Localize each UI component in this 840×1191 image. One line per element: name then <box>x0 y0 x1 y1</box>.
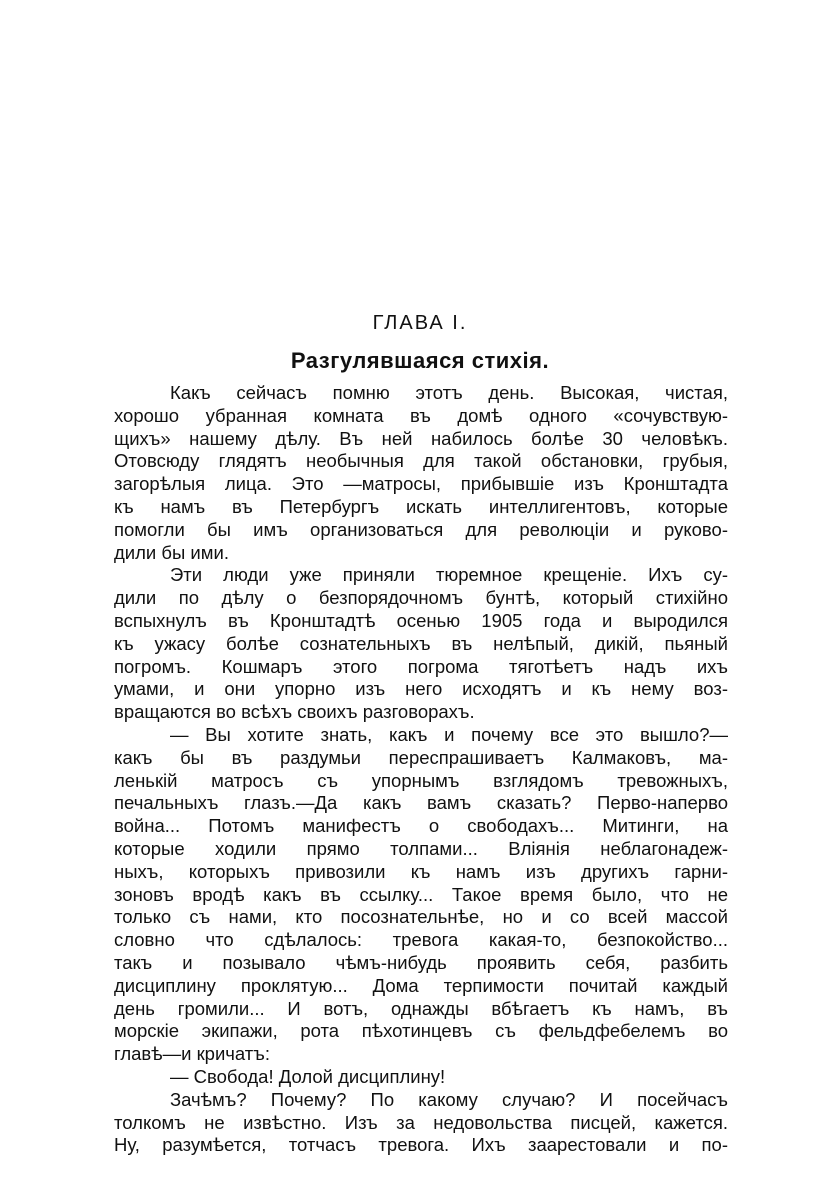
text-line: погромъ. Кошмаръ этого погрома тяготѣетъ надъ ихъ <box>114 655 728 677</box>
text-line: ныхъ, которыхъ привозили къ намъ изъ другихъ гарни- <box>114 860 728 882</box>
text-line: какъ бы въ раздумьи переспрашиваетъ Калмаковъ, ма- <box>114 746 728 768</box>
text-line: дили бы ими. <box>114 541 229 563</box>
text-line: Эти люди уже приняли тюремное крещеніе. Ихъ су- <box>170 564 728 586</box>
body-text <box>114 382 728 1157</box>
text-line: дили по дѣлу о безпорядочномъ бунтѣ, который стихійно <box>114 587 728 609</box>
text-line: ленькій матросъ съ упорнымъ взглядомъ тревожныхъ, <box>114 769 728 791</box>
text-line: печальныхъ глазъ.—Да какъ вамъ сказать? Перво-наперво <box>114 792 728 814</box>
text-line: такъ и позывало чѣмъ-нибудь проявить себя, разбить <box>114 951 728 973</box>
text-line: Какъ сейчасъ помню этотъ день. Высокая, чистая, <box>170 382 728 403</box>
text-line: — Вы хотите знать, какъ и почему все это вышло?— <box>170 723 728 745</box>
text-line: вращаются во всѣхъ своихъ разговорахъ. <box>114 701 475 723</box>
text-line: — Свобода! Долой дисциплину! <box>170 1065 446 1087</box>
text-line: морскіе экипажи, рота пѣхотинцевъ съ фельдфебелемъ во <box>114 1020 728 1042</box>
text-line: зоновъ вродѣ какъ въ ссылку... Такое время было, что не <box>114 883 728 905</box>
text-line: Отовсюду глядятъ необычныя для такой обстановки, грубыя, <box>114 450 728 472</box>
text-line: толкомъ не извѣстно. Изъ за недовольства писцей, кажется. <box>114 1111 728 1133</box>
text-line: вспыхнулъ въ Кронштадтѣ осенью 1905 года и выродился <box>114 609 728 631</box>
text-line: только съ нами, кто посознательнѣе, но и со всей массой <box>114 906 728 928</box>
text-line: словно что сдѣлалось: тревога какая-то, безпокойство... <box>114 929 728 951</box>
chapter-title: Разгулявшаяся стихія. <box>290 348 550 373</box>
text-line: къ ужасу болѣе сознательныхъ въ нелѣпый, дикій, пьяный <box>114 632 728 654</box>
text-line: помогли бы имъ организоваться для революціи и руково- <box>114 518 728 540</box>
text-line: главѣ—и кричатъ: <box>114 1043 270 1065</box>
text-line: день громили... И вотъ, однажды вбѣгаетъ къ намъ, въ <box>114 997 728 1019</box>
text-line: которые ходили прямо толпами... Вліянія неблагонадеж- <box>114 837 728 859</box>
text-line: щихъ» нашему дѣлу. Въ ней набилось болѣе 30 человѣкъ. <box>114 427 728 449</box>
chapter-heading: ГЛАВА I. <box>372 312 468 334</box>
text-line: Ну, разумѣется, тотчасъ тревога. Ихъ заарестовали и по- <box>114 1134 728 1156</box>
text-line: загорѣлыя лица. Это —матросы, прибывшіе изъ Кронштадта <box>114 473 728 495</box>
text-line: умами, и они упорно изъ него исходятъ и къ нему воз- <box>114 678 728 700</box>
text-line: къ намъ въ Петербургъ искать интеллигентовъ, которые <box>114 495 728 517</box>
text-line: дисциплину проклятую... Дома терпимости почитай каждый <box>114 974 728 996</box>
text-line: хорошо убранная комната въ домѣ одного «сочувствую- <box>114 404 728 426</box>
text-line: война... Потомъ манифестъ о свободахъ... Митинги, на <box>114 815 728 837</box>
text-line: Зачѣмъ? Почему? По какому случаю? И посейчасъ <box>170 1088 728 1110</box>
